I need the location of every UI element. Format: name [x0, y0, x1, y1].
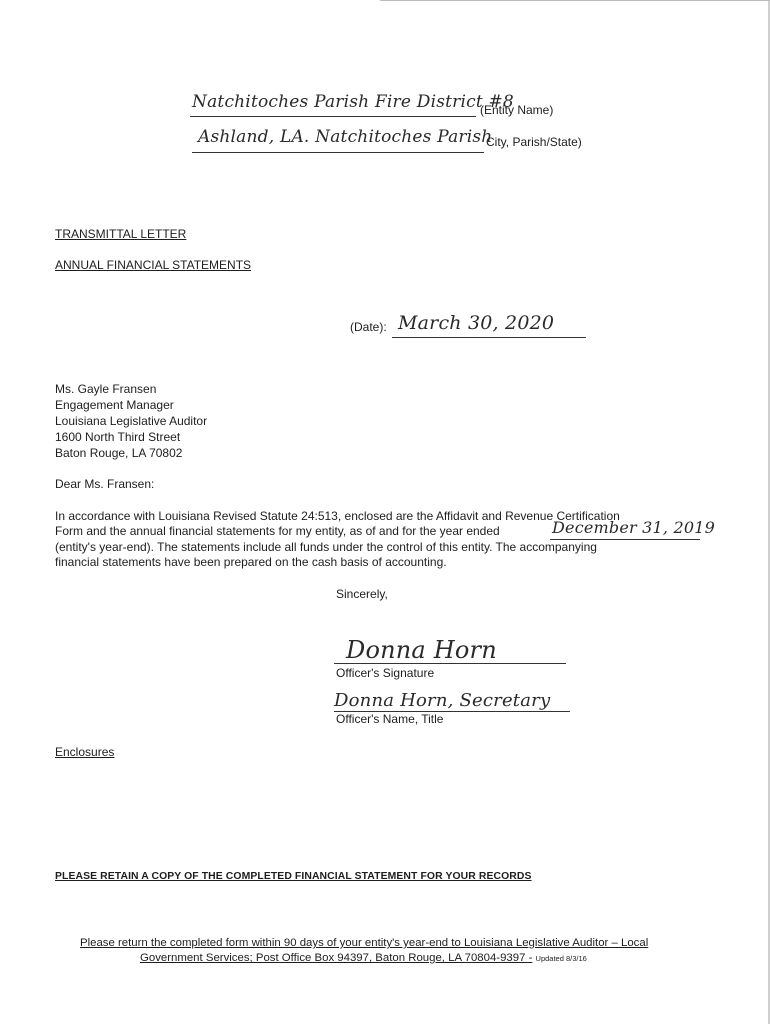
address-org: Louisiana Legislative Auditor: [55, 414, 208, 428]
footer-line-2-wrap: [140, 952, 587, 964]
footer-line-2: Government Services; Post Office Box 94397, Baton Rouge, LA 70804-9397 -: [140, 952, 533, 964]
enclosures-label: Enclosures: [55, 745, 115, 759]
date-underline: [392, 337, 586, 338]
city-underline: [192, 152, 484, 153]
salutation: Dear Ms. Fransen:: [55, 477, 155, 491]
address-title: Engagement Manager: [55, 398, 174, 412]
signature-handwritten: Donna Horn: [346, 636, 497, 664]
date-label: (Date):: [350, 320, 387, 334]
footer-line-1: Please return the completed form within 90 days of your entity's year-end to Louisiana Legislative Auditor – Local: [80, 937, 649, 949]
signature-label: Officer's Signature: [336, 666, 435, 680]
body-line-1: In accordance with Louisiana Revised Statute 24:513, enclosed are the Affidavit and Revenue Certification: [55, 509, 620, 523]
address-street: 1600 North Third Street: [55, 430, 181, 444]
city-label: City, Parish/State): [486, 135, 582, 149]
address-city: Baton Rouge, LA 70802: [55, 446, 183, 460]
name-title-label: Officer's Name, Title: [336, 712, 444, 726]
entity-name-handwritten: Natchitoches Parish Fire District #8: [192, 92, 514, 112]
entity-name-underline: [190, 116, 476, 117]
sincerely: Sincerely,: [336, 587, 388, 601]
scan-edge-top: [380, 0, 770, 1]
annual-title: ANNUAL FINANCIAL STATEMENTS: [55, 258, 252, 272]
transmittal-title: TRANSMITTAL LETTER: [55, 227, 187, 241]
retain-notice: PLEASE RETAIN A COPY OF THE COMPLETED FINANCIAL STATEMENT FOR YOUR RECORDS: [55, 871, 532, 882]
signature-underline: [334, 663, 566, 664]
body-line-4: financial statements have been prepared on the cash basis of accounting.: [55, 555, 447, 569]
name-title-handwritten: Donna Horn, Secretary: [334, 690, 551, 711]
date-handwritten: March 30, 2020: [398, 312, 555, 334]
entity-name-label: (Entity Name): [480, 103, 554, 117]
address-name: Ms. Gayle Fransen: [55, 382, 157, 396]
city-handwritten: Ashland, LA. Natchitoches Parish: [198, 127, 493, 147]
body-line-3: (entity's year-end). The statements include all funds under the control of this entity. The accompanying: [55, 540, 597, 554]
year-end-handwritten: December 31, 2019: [552, 518, 715, 537]
body-line-2: Form and the annual financial statements for my entity, as of and for the year ended: [55, 524, 500, 538]
footer-updated: Updated 8/3/16: [535, 954, 587, 963]
